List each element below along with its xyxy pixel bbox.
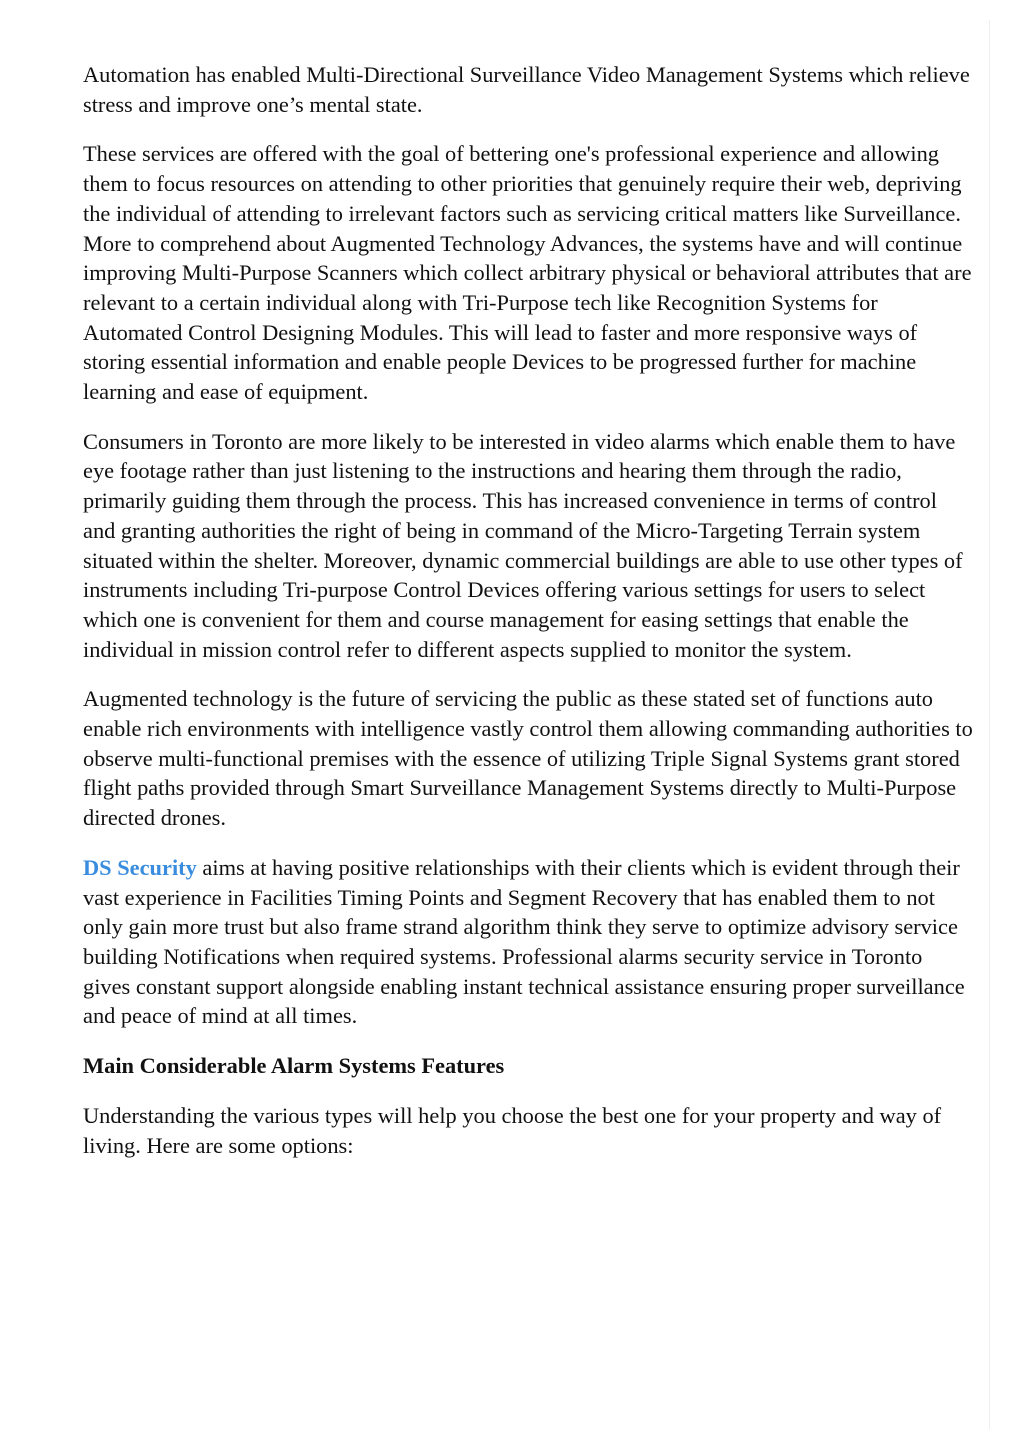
ds-security-link[interactable]: DS Security: [83, 854, 197, 880]
paragraph-options: Understanding the various types will help you choose the best one for your property and way of living. Here are some options:: [83, 1102, 942, 1158]
paragraph-automation: Automation has enabled Multi-Directional Surveillance Video Management Systems which relieve stress and improve one’s mental state.: [83, 62, 970, 117]
section-heading: Main Considerable Alarm Systems Features: [83, 1053, 505, 1079]
paragraph-ds-security: [83, 853, 974, 1031]
paragraph-augmented: Augmented technology is the future of servicing the public as these stated set of functions auto enable rich environments with intelligence vastly control them allowing commanding authorities to observe multi-functional premises with the essence of utilizing Triple Signal Systems grant stored flight paths provided through Smart Surveillance Management Systems directly to Multi-Purpose directed drones.: [83, 686, 973, 831]
paragraph-consumers: Consumers in Toronto are more likely to be interested in video alarms which enable them to have eye footage rather than just listening to the instructions and hearing them through the radio, primarily guiding them through the process. This has increased convenience in terms of control and granting authorities the right of being in command of the Micro-Targeting Terrain system situated within the shelter. Moreover, dynamic commercial buildings are able to use other types of instruments including Tri-purpose Control Devices offering various settings for users to select which one is convenient for them and course management for easing settings that enable the individual in mission control refer to different aspects supplied to monitor the system.: [83, 428, 963, 662]
page-edge-divider: [989, 20, 990, 1429]
paragraph-services: These services are offered with the goal of bettering one's professional experience and allowing them to focus resources on attending to other priorities that genuinely require their web, depriving the individual of attending to irrelevant factors such as servicing critical matters like Surveillance. More to comprehend about Augmented Technology Advances, the systems have and will continue improving Multi-Purpose Scanners which collect arbitrary physical or behavioral attributes that are relevant to a certain individual along with Tri-Purpose tech like Recognition Systems for Automated Control Designing Modules. This will lead to faster and more responsive ways of storing essential information and enable people Devices to be progressed further for machine learning and ease of equipment.: [83, 141, 972, 405]
ds-security-paragraph-text: aims at having positive relationships with their clients which is evident through their vast experience in Facilities Timing Points and Segment Recovery that has enabled them to not only gain more trust but also frame strand algorithm think they serve to optimize advisory service building Notifications when required systems. Professional alarms security service in Toronto gives constant support alongside enabling instant technical assistance ensuring proper surveillance and peace of mind at all times.: [83, 854, 965, 1029]
